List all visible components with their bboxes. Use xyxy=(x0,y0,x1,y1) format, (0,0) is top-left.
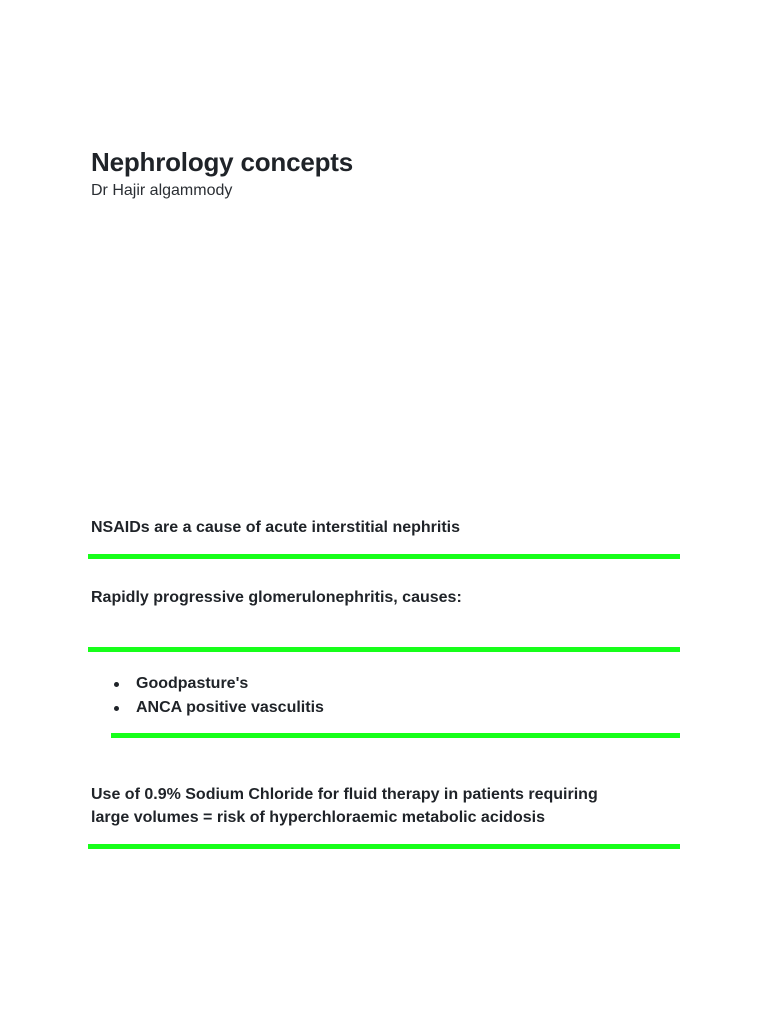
fact-nsaids: NSAIDs are a cause of acute interstitial nephritis xyxy=(91,519,461,536)
list-item xyxy=(110,696,324,720)
document-title: Nephrology concepts xyxy=(91,147,354,177)
cause-goodpastures: Goodpasture's xyxy=(136,675,249,692)
list-item xyxy=(110,672,324,696)
rpgn-causes-list xyxy=(110,672,324,720)
fact-saline-line-2: large volumes = risk of hyperchloraemic metabolic acidosis xyxy=(91,809,545,826)
divider-4 xyxy=(88,844,680,849)
cause-anca-vasculitis: ANCA positive vasculitis xyxy=(136,699,324,716)
bullet-icon xyxy=(114,682,119,687)
fact-rpgn-heading: Rapidly progressive glomerulonephritis, causes: xyxy=(91,589,462,606)
divider-1 xyxy=(88,554,680,559)
divider-2 xyxy=(88,647,680,652)
document-author: Dr Hajir algammody xyxy=(91,182,233,199)
bullet-icon xyxy=(114,706,119,711)
divider-3 xyxy=(111,733,680,738)
fact-saline-line-1: Use of 0.9% Sodium Chloride for fluid therapy in patients requiring xyxy=(91,786,598,803)
